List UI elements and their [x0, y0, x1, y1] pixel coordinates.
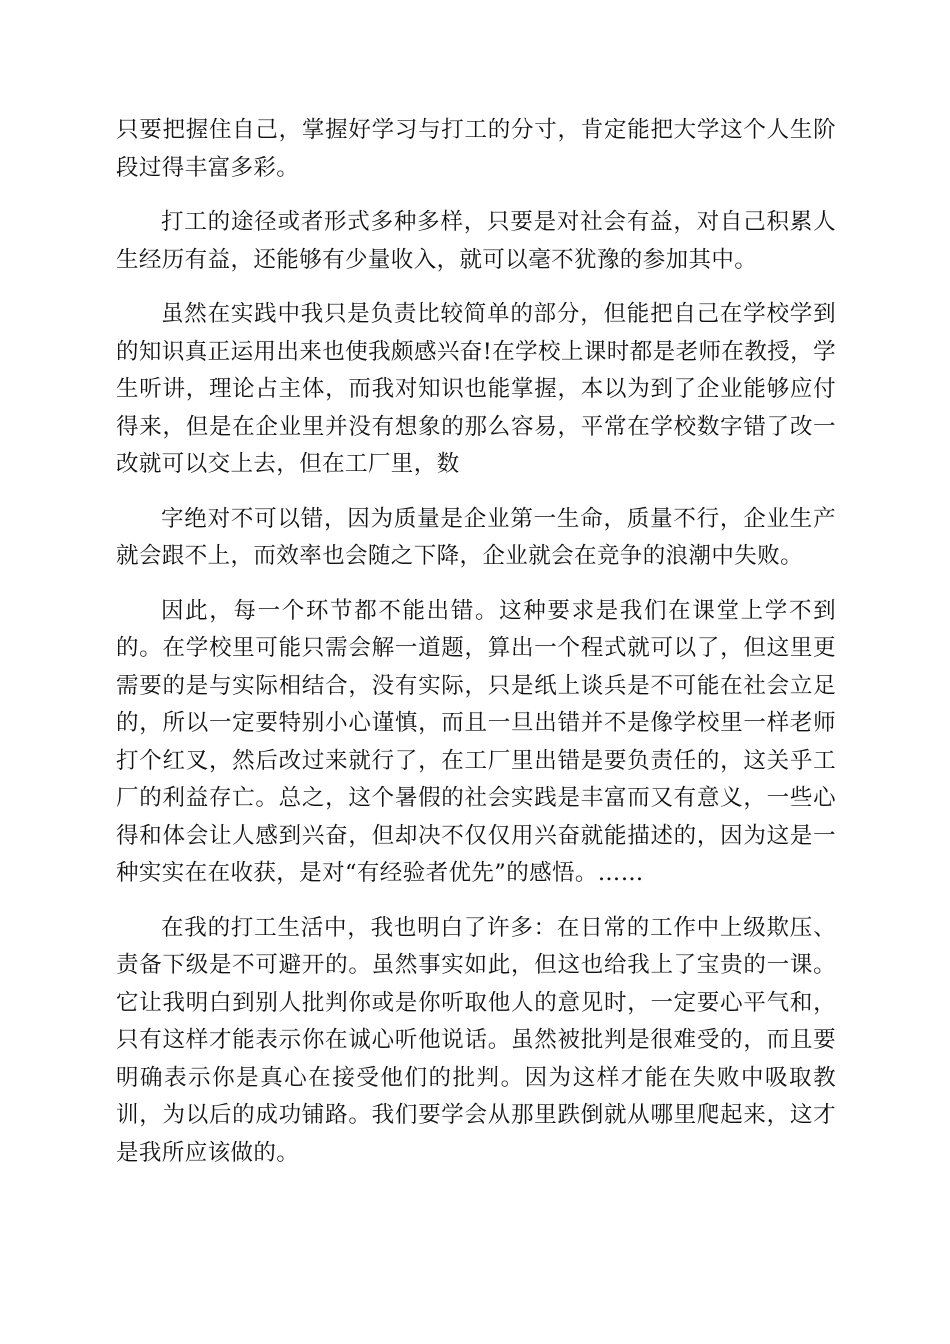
- document-body: [116, 112, 836, 1189]
- paragraph-4: 字绝对不可以错，因为质量是企业第一生命，质量不行，企业生产就会跟不上，而效率也会随之下降，企业就会在竞争的浪潮中失败。: [116, 505, 836, 569]
- paragraph-2: 打工的途径或者形式多种多样，只要是对社会有益，对自己积累人生经历有益，还能够有少量收入，就可以毫不犹豫的参加其中。: [116, 209, 836, 273]
- paragraph-5: 因此，每一个环节都不能出错。这种要求是我们在课堂上学不到的。在学校里可能只需会解一道题，算出一个程式就可以了，但这里更需要的是与实际相结合，没有实际，只是纸上谈兵是不可能在社会立足的，所以一定要特别小心谨慎，而且一旦出错并不是像学校里一样老师打个红叉，然后改过来就行了，在工厂里出错是要负责任的，这关乎工厂的利益存亡。总之，这个暑假的社会实践是丰富而又有意义，一些心得和体会让人感到兴奋，但却决不仅仅用兴奋就能描述的，因为这是一种实实在在收获，是对“有经验者优先”的感悟。……: [116, 597, 836, 886]
- paragraph-6: 在我的打工生活中，我也明白了许多：在日常的工作中上级欺压、责备下级是不可避开的。虽然事实如此，但这也给我上了宝贵的一课。它让我明白到别人批判你或是你听取他人的意见时，一定要心平气和，只有这样才能表示你在诚心听他说话。虽然被批判是很难受的，而且要明确表示你是真心在接受他们的批判。因为这样才能在失败中吸取教训，为以后的成功铺路。我们要学会从那里跌倒就从哪里爬起来，这才是我所应该做的。: [116, 914, 836, 1166]
- paragraph-3: 虽然在实践中我只是负责比较简单的部分，但能把自己在学校学到的知识真正运用出来也使我颇感兴奋!在学校上课时都是老师在教授，学生听讲，理论占主体，而我对知识也能掌握，本以为到了企业能够应付得来，但是在企业里并没有想象的那么容易，平常在学校数字错了改一改就可以交上去，但在工厂里，数: [116, 301, 836, 477]
- paragraph-1: 只要把握住自己，掌握好学习与打工的分寸，肯定能把大学这个人生阶段过得丰富多彩。: [116, 117, 836, 181]
